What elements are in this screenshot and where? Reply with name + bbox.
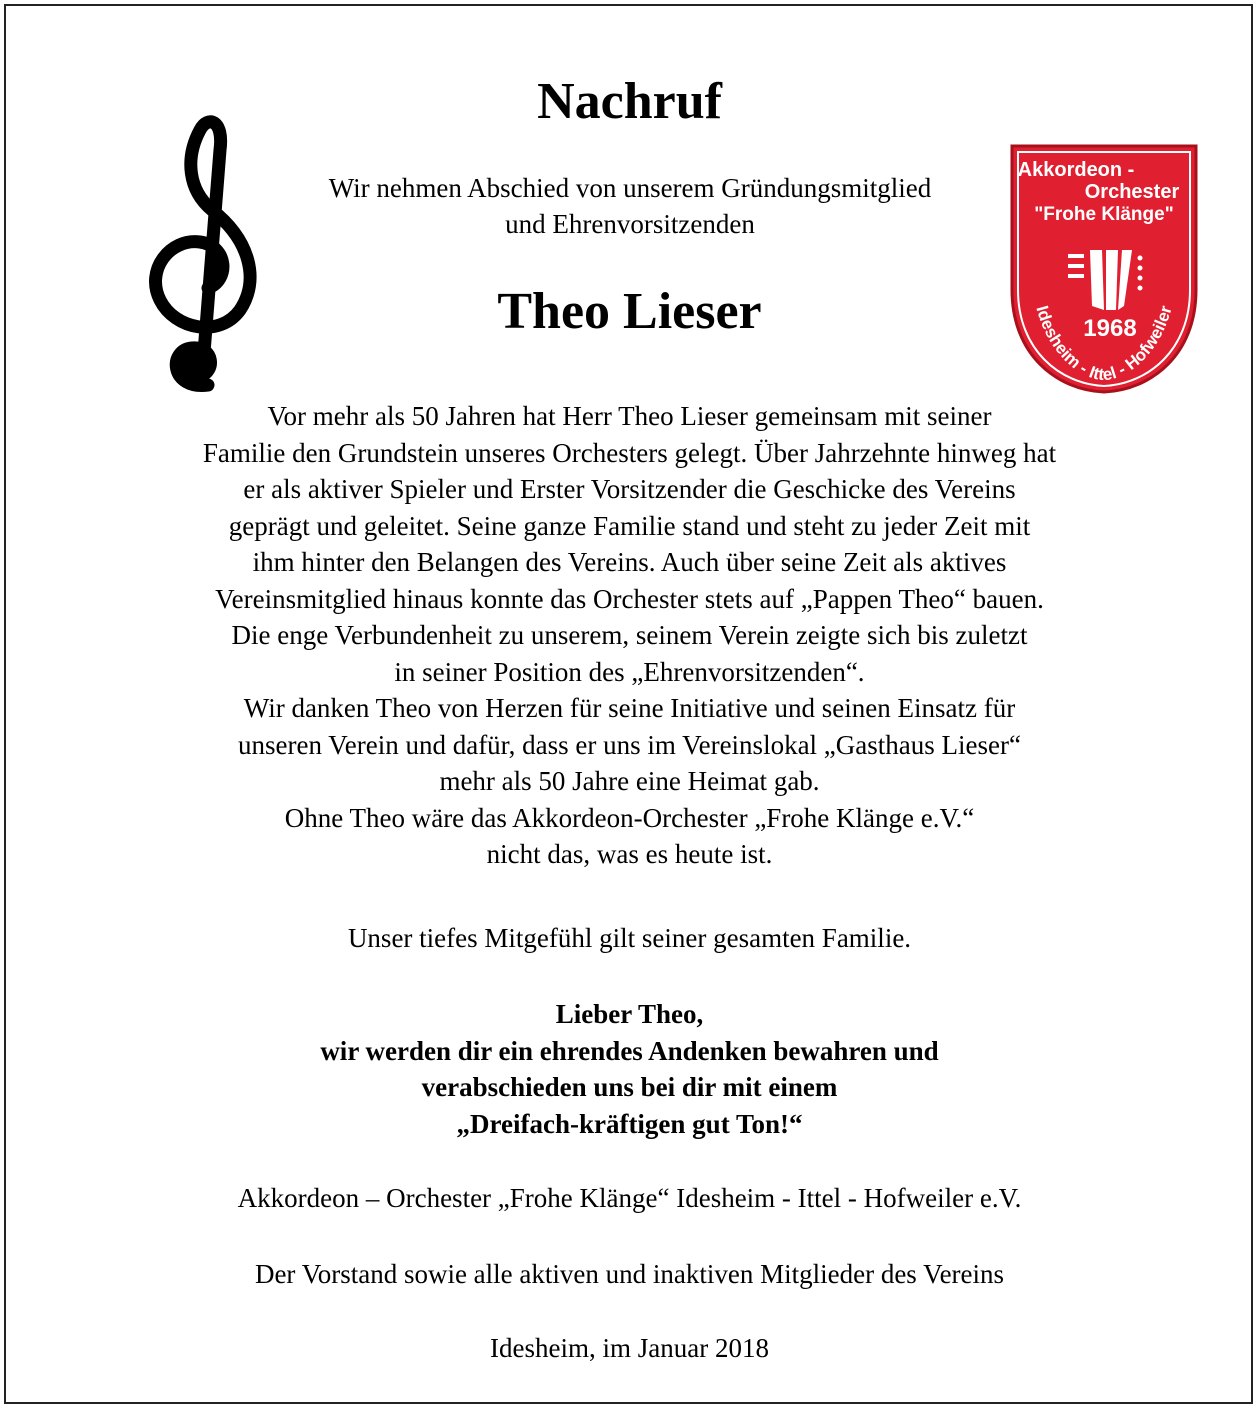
- crest-year: 1968: [1083, 315, 1137, 342]
- body-line: Familie den Grundstein unseres Orchesters gelegt. Über Jahrzehnte hinweg hat: [202, 437, 1057, 468]
- body-line: Vereinsmitglied hinaus konnte das Orchester stets auf „Pappen Theo“ bauen.: [215, 583, 1044, 614]
- body-line: unseren Verein und dafür, dass er uns im Vereinslokal „Gasthaus Lieser“: [238, 729, 1021, 760]
- sympathy-text: Unser tiefes Mitgefühl gilt seiner gesamten Familie.: [347, 923, 912, 953]
- farewell-message: [0, 996, 1259, 1142]
- farewell-line: wir werden dir ein ehrendes Andenken bewahren und: [320, 1035, 939, 1066]
- crest-line2: Orchester: [1084, 181, 1180, 203]
- intro-line: und Ehrenvorsitzenden: [505, 209, 755, 239]
- treble-clef-dot: [175, 350, 205, 380]
- body-line: in seiner Position des „Ehrenvorsitzenden“.: [394, 656, 865, 687]
- deceased-name: Theo Lieser: [497, 283, 762, 340]
- organization-name: Akkordeon – Orchester „Frohe Klänge“ Idesheim - Ittel - Hofweiler e.V.: [237, 1183, 1022, 1213]
- intro-text: [230, 170, 1030, 242]
- page-title: Nachruf: [537, 73, 722, 130]
- farewell-line: verabschieden uns bei dir mit einem: [421, 1072, 838, 1102]
- farewell-line: Lieber Theo,: [555, 999, 704, 1029]
- obituary-body: [40, 398, 1219, 873]
- place-date: Idesheim, im Januar 2018: [490, 1333, 769, 1363]
- body-line: Wir danken Theo von Herzen für seine Initiative und seinen Einsatz für: [243, 693, 1016, 723]
- body-line: ihm hinter den Belangen des Vereins. Auch über seine Zeit als aktives: [252, 547, 1007, 577]
- treble-clef-icon: [130, 110, 270, 400]
- accordion-orchestra-crest: [1006, 140, 1202, 396]
- farewell-line: „Dreifach-kräftigen gut Ton!“: [456, 1108, 803, 1139]
- body-line: er als aktiver Spieler und Erster Vorsitzender die Geschicke des Vereins: [243, 474, 1016, 504]
- body-line: Die enge Verbundenheit zu unserem, seinem Verein zeigte sich bis zuletzt: [231, 620, 1028, 650]
- treble-clef-stroke: [156, 122, 251, 386]
- intro-line: Wir nehmen Abschied von unserem Gründungsmitglied: [328, 173, 932, 203]
- body-line: Ohne Theo wäre das Akkordeon-Orchester „Frohe Klänge e.V.“: [284, 802, 975, 833]
- crest-line1: Akkordeon -: [1017, 159, 1135, 181]
- body-line: nicht das, was es heute ist.: [486, 839, 773, 869]
- board-signature: Der Vorstand sowie alle aktiven und inaktiven Mitglieder des Vereins: [254, 1259, 1005, 1289]
- crest-line3: "Frohe Klänge": [1034, 204, 1174, 225]
- body-line: Vor mehr als 50 Jahren hat Herr Theo Lieser gemeinsam mit seiner: [267, 401, 992, 431]
- body-line: mehr als 50 Jahre eine Heimat gab.: [439, 766, 820, 796]
- body-line: geprägt und geleitet. Seine ganze Familie stand und steht zu jeder Zeit mit: [228, 510, 1031, 541]
- crest-ring-path: Idesheim - Ittel - Hofweiler: [1032, 303, 1176, 385]
